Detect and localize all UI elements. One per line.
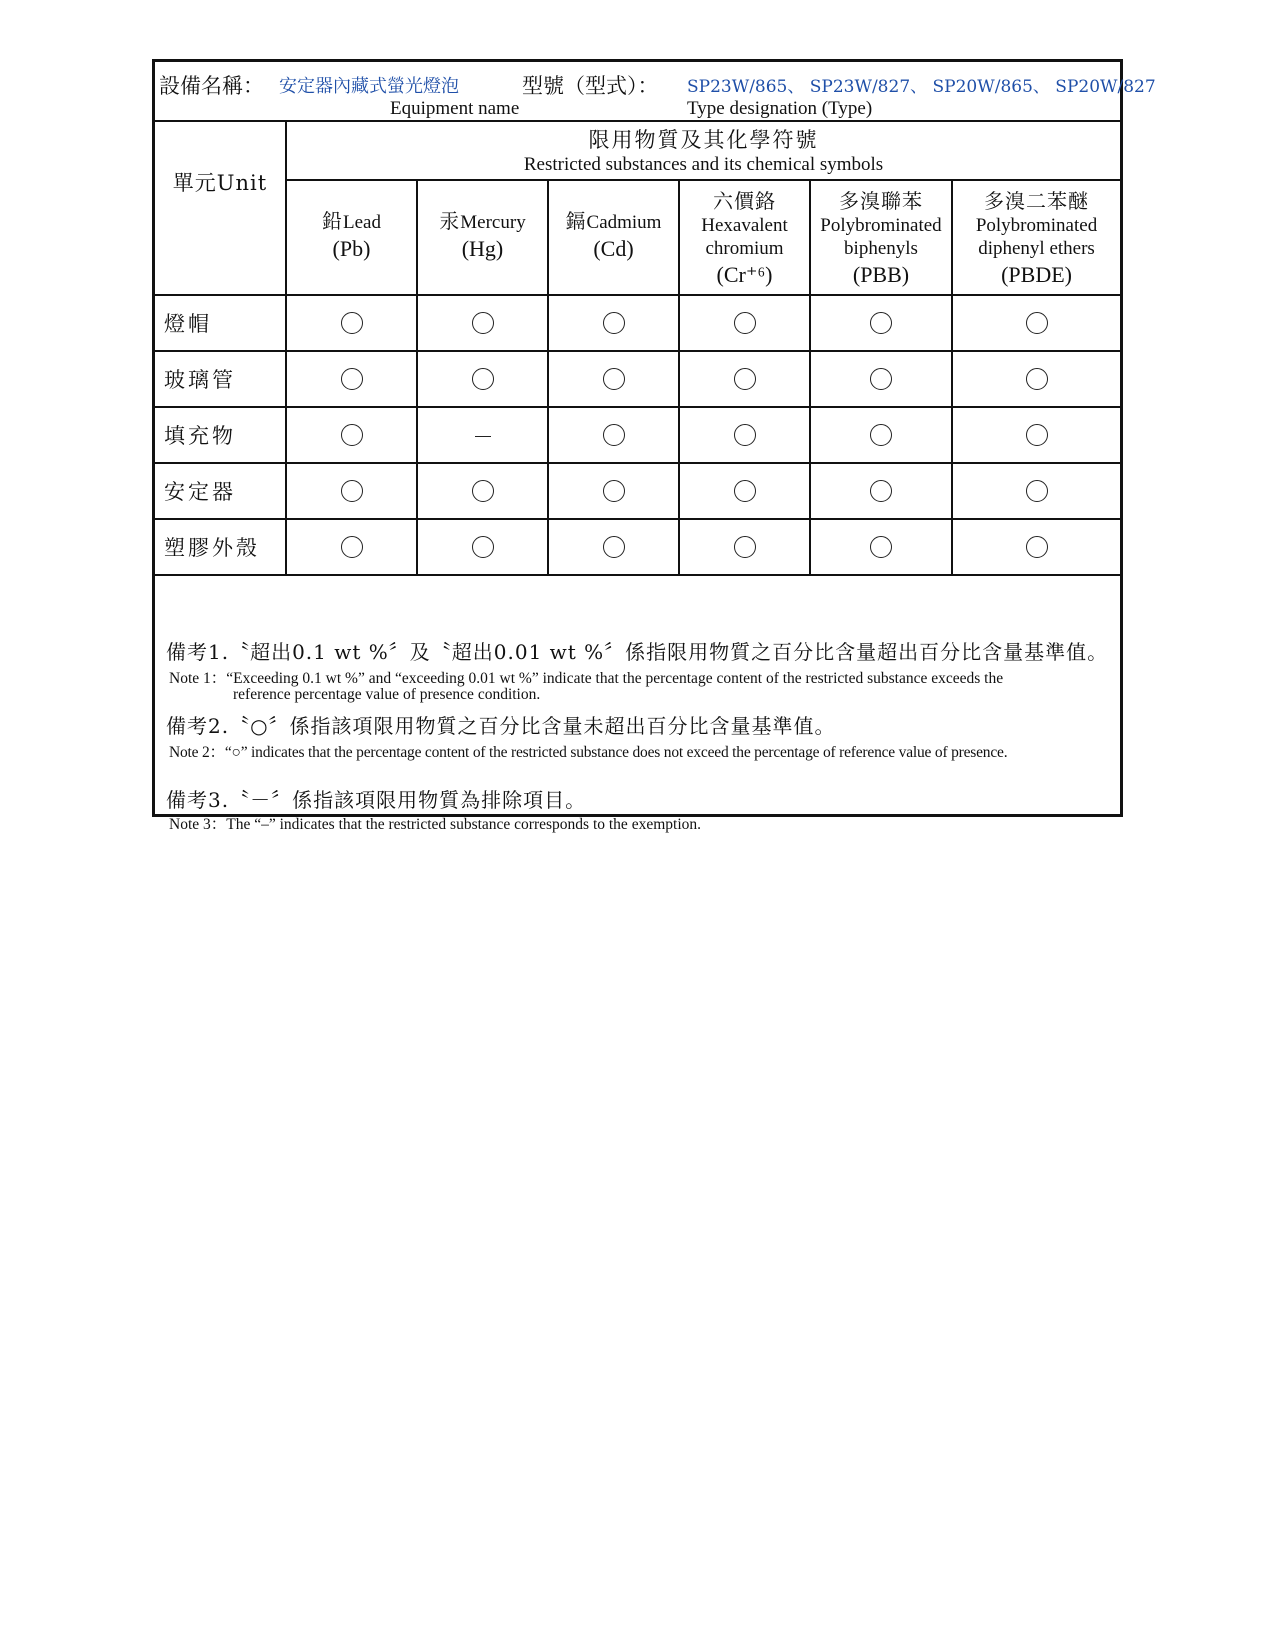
substance-cell — [679, 519, 810, 575]
substance-cell — [548, 407, 679, 463]
substance-cell — [810, 351, 952, 407]
substance-cell — [286, 295, 417, 351]
substance-cell — [548, 519, 679, 575]
compliant-circle-icon — [870, 536, 892, 558]
column-symbol: (PBDE) — [1001, 262, 1072, 287]
note-3-cn: 備考3.〝－〞係指該項限用物質為排除項目。 — [166, 788, 587, 812]
column-header-cadmium — [548, 180, 679, 295]
equipment-value: 安定器內藏式螢光燈泡 — [279, 76, 459, 97]
substance-cell — [417, 351, 548, 407]
substance-cell — [417, 463, 548, 519]
substance-cell — [952, 351, 1120, 407]
compliant-circle-icon — [472, 480, 494, 502]
compliant-circle-icon — [341, 480, 363, 502]
exemption-dash-icon — [475, 436, 491, 437]
substance-cell — [679, 463, 810, 519]
compliant-circle-icon — [1026, 480, 1048, 502]
column-header-lead — [286, 180, 417, 295]
column-header-pbde — [952, 180, 1120, 295]
compliant-circle-icon — [472, 368, 494, 390]
compliant-circle-icon — [734, 368, 756, 390]
rohs-declaration-sheet — [152, 59, 1156, 833]
compliant-circle-icon — [870, 312, 892, 334]
substance-cell — [286, 351, 417, 407]
compliant-circle-icon — [734, 480, 756, 502]
substance-cell — [286, 407, 417, 463]
substance-table — [155, 120, 1120, 576]
substance-cell — [679, 295, 810, 351]
column-cn: 鉛 — [322, 211, 343, 233]
table-row — [155, 351, 1120, 407]
column-cn: 汞 — [439, 211, 461, 233]
header-row — [155, 62, 1156, 122]
substance-cell — [679, 407, 810, 463]
compliant-circle-icon — [1026, 368, 1048, 390]
row-unit-label: 填充物 — [155, 407, 286, 463]
compliant-circle-icon — [472, 312, 494, 334]
substance-cell — [810, 407, 952, 463]
column-symbol: (Cd) — [593, 236, 634, 261]
column-en: Mercury — [460, 212, 526, 233]
column-en: Hexavalent chromium — [701, 215, 788, 259]
type-designation-en: Type designation (Type) — [687, 98, 873, 119]
substance-cell — [417, 407, 548, 463]
compliant-circle-icon — [1026, 312, 1048, 334]
unit-header-cell — [155, 120, 286, 295]
substance-cell — [417, 295, 548, 351]
unit-header-label: 單元Unit — [172, 171, 268, 195]
column-symbol: (Pb) — [332, 236, 371, 261]
compliant-circle-icon — [1026, 536, 1048, 558]
column-header-pbb — [810, 180, 952, 295]
compliant-circle-icon — [341, 536, 363, 558]
group-header-row — [155, 120, 1120, 180]
compliant-circle-icon — [734, 312, 756, 334]
compliant-circle-icon — [341, 312, 363, 334]
substance-cell — [286, 519, 417, 575]
column-symbol: (Hg) — [461, 236, 504, 261]
equipment-label: 設備名稱： — [159, 74, 264, 98]
group-header-cn: 限用物質及其化學符號 — [588, 127, 819, 152]
substance-cell — [952, 519, 1120, 575]
column-symbol: (Cr⁺⁶) — [716, 262, 773, 287]
note-2-en: Note 2：“○” indicates that the percentage content of the restricted substance does not exceed the percentage of reference value of presence. — [169, 744, 1008, 761]
column-en: Polybrominated biphenyls — [820, 215, 942, 259]
row-unit-label: 燈帽 — [155, 295, 286, 351]
compliant-circle-icon — [603, 368, 625, 390]
column-en: Polybrominated diphenyl ethers — [975, 215, 1098, 259]
column-header-hexavalent-chromium — [679, 180, 810, 295]
substance-cell — [952, 463, 1120, 519]
column-header-row — [155, 180, 1120, 295]
type-label: 型號（型式）： — [522, 74, 659, 98]
compliant-circle-icon — [341, 368, 363, 390]
compliant-circle-icon — [472, 536, 494, 558]
substance-cell — [952, 407, 1120, 463]
column-en: Cadmium — [586, 212, 662, 233]
substance-cell — [548, 295, 679, 351]
row-unit-label: 塑膠外殼 — [155, 519, 286, 575]
group-header-en: Restricted substances and its chemical symbols — [523, 153, 884, 175]
substance-cell — [679, 351, 810, 407]
note-1-en: Note 1：“Exceeding 0.1 wt %” and “exceeding 0.01 wt %” indicate that the percentage content of the restricted substance exceeds the — [169, 670, 1004, 687]
row-unit-label: 安定器 — [155, 463, 286, 519]
column-en: Lead — [343, 212, 381, 233]
table-row — [155, 519, 1120, 575]
note-3-en: Note 3：The “–” indicates that the restricted substance corresponds to the exemption. — [169, 816, 701, 833]
compliant-circle-icon — [603, 424, 625, 446]
substance-cell — [810, 295, 952, 351]
equipment-name-en: Equipment name — [390, 98, 520, 119]
compliant-circle-icon — [603, 536, 625, 558]
table-row — [155, 407, 1120, 463]
group-header-cell — [286, 120, 1120, 180]
substance-cell — [548, 351, 679, 407]
compliant-circle-icon — [870, 480, 892, 502]
column-cn: 多溴二苯醚 — [984, 189, 1090, 213]
column-cn: 多溴聯苯 — [839, 189, 923, 213]
row-unit-label: 玻璃管 — [155, 351, 286, 407]
table-row — [155, 463, 1120, 519]
compliant-circle-icon — [603, 480, 625, 502]
compliant-circle-icon — [870, 368, 892, 390]
note-1-cn: 備考1.〝超出0.1 wt %〞及〝超出0.01 wt %〞係指限用物質之百分比含量超出百分比含量基準值。 — [166, 640, 1109, 664]
table-row — [155, 295, 1120, 351]
compliant-circle-icon — [734, 424, 756, 446]
note-1-en-continued: reference percentage value of presence condition. — [233, 686, 541, 703]
column-symbol: (PBB) — [852, 262, 910, 287]
compliant-circle-icon — [603, 312, 625, 334]
substance-cell — [810, 519, 952, 575]
column-cn: 六價鉻 — [713, 189, 776, 213]
substance-cell — [952, 295, 1120, 351]
substance-cell — [548, 463, 679, 519]
substance-cell — [810, 463, 952, 519]
column-header-mercury — [417, 180, 548, 295]
note-2-cn: 備考2.〝○〞係指該項限用物質之百分比含量未超出百分比含量基準值。 — [166, 714, 836, 738]
compliant-circle-icon — [1026, 424, 1048, 446]
substance-cell — [286, 463, 417, 519]
compliant-circle-icon — [341, 424, 363, 446]
compliant-circle-icon — [870, 424, 892, 446]
column-cn: 鎘 — [565, 211, 587, 233]
compliant-circle-icon — [734, 536, 756, 558]
substance-cell — [417, 519, 548, 575]
type-value: SP23W/865、 SP23W/827、 SP20W/865、 SP20W/827 — [687, 77, 1156, 97]
